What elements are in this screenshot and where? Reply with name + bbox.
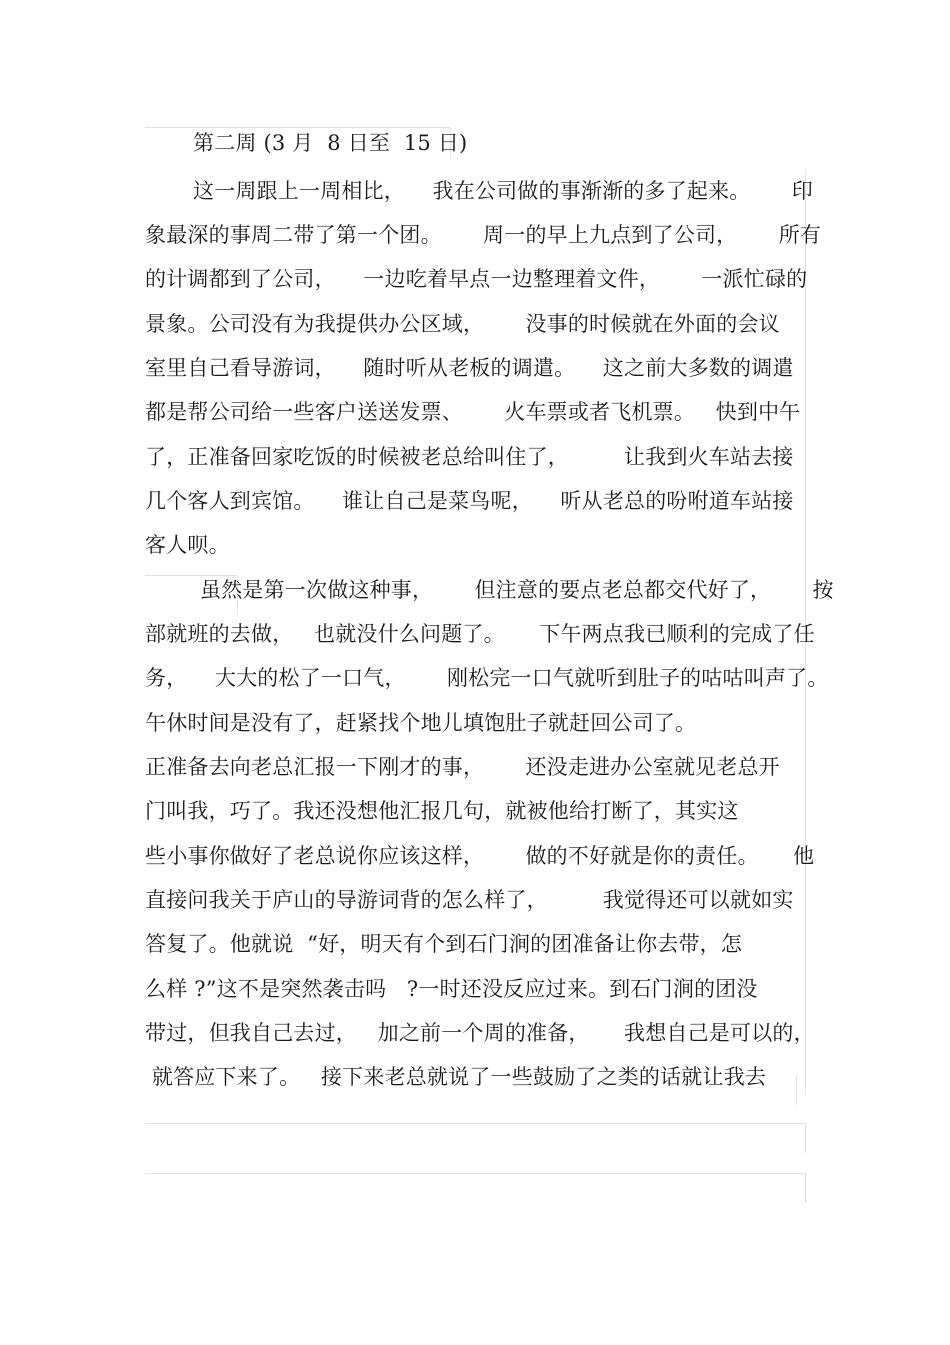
text-line: 么样 ?”这不是突然袭击吗 ?一时还没反应过来。到石门涧的团没 [145, 977, 758, 1001]
text-line: 门叫我，巧了。我还没想他汇报几句，就被他给打断了，其实这 [145, 799, 739, 823]
text-line: 直接问我关于庐山的导游词背的怎么样了， 我觉得还可以就如实 [145, 888, 794, 912]
rule-line [145, 1123, 805, 1124]
text-line: 午休时间是没有了，赶紧找个地儿填饱肚子就赶回公司了。 [145, 711, 697, 735]
text-line: 务， 大大的松了一口气， 刚松完一口气就听到肚子的咕咕叫声了。 [145, 666, 829, 690]
text-line: 这一周跟上一周相比， 我在公司做的事渐渐的多了起来。 印 [193, 179, 813, 203]
text-line: 虽然是第一次做这种事， 但注意的要点老总都交代好了， 按 [145, 578, 834, 602]
text-line: 带过，但我自己去过， 加之前一个周的准备， 我想自己是可以的， [145, 1021, 815, 1045]
rule-line [805, 1173, 806, 1203]
text-line: 景象。公司没有为我提供办公区域， 没事的时候就在外面的会议 [145, 312, 780, 336]
page-heading: 第二周 (3 月 8 日至 15 日) [193, 131, 468, 155]
text-line: 正准备去向老总汇报一下刚才的事， 还没走进办公室就见老总开 [145, 755, 780, 779]
rule-line [145, 127, 450, 128]
text-line: 就答应下来了。 接下来老总就说了一些鼓励了之类的话就让我去 [145, 1065, 767, 1089]
text-line: 部就班的去做， 也就没什么问题了。 下午两点我已顺利的完成了任 [145, 622, 815, 646]
rule-line [796, 1075, 797, 1105]
text-line: 几个客人到宾馆。 谁让自己是菜鸟呢， 听从老总的吩咐道车站接 [145, 489, 794, 513]
text-line: 客人呗。 [145, 533, 230, 557]
text-line: 了，正准备回家吃饭的时候被老总给叫住了， 让我到火车站去接 [145, 445, 794, 469]
text-line: 室里自己看导游词， 随时听从老板的调遣。 这之前大多数的调遣 [145, 356, 794, 380]
text-line: 答复了。他就说 “好，明天有个到石门涧的团准备让你去带，怎 [145, 932, 743, 956]
rule-line [145, 1173, 805, 1174]
text-line: 都是帮公司给一些客户送送发票、 火车票或者飞机票。 快到中午 [145, 400, 801, 424]
text-line: 些小事你做好了老总说你应该这样， 做的不好就是你的责任。 他 [145, 844, 815, 868]
rule-line [805, 1123, 806, 1153]
text-line: 象最深的事周二带了第一个团。 周一的早上九点到了公司， 所有 [145, 223, 822, 247]
text-line: 的计调都到了公司， 一边吃着早点一边整理着文件， 一派忙碌的 [145, 267, 808, 291]
